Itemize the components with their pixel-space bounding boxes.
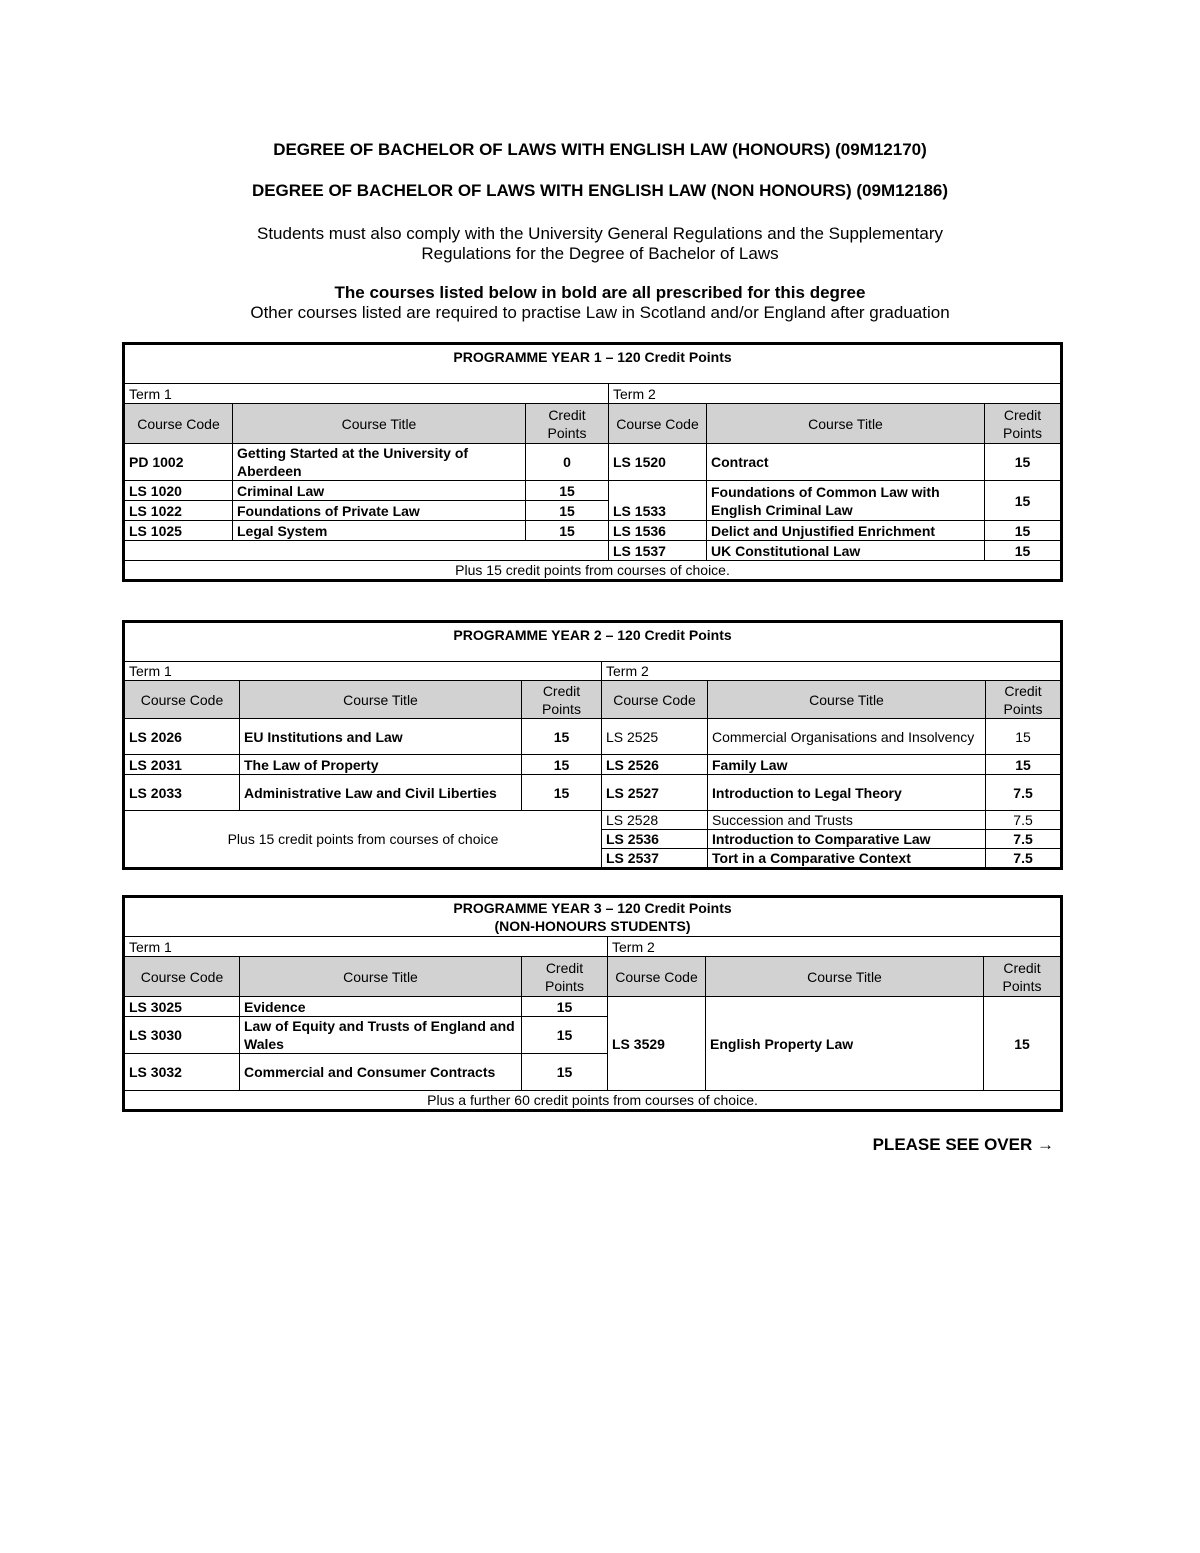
year-1-term-1-label: Term 1 — [124, 384, 609, 404]
course-title: EU Institutions and Law — [240, 719, 522, 755]
column-header-course-title: Course Title — [707, 404, 985, 444]
degree-title-honours: DEGREE OF BACHELOR OF LAWS WITH ENGLISH LAW (HONOURS) (09M12170) — [273, 140, 927, 159]
course-code: LS 2536 — [602, 830, 708, 849]
course-title: Contract — [707, 444, 985, 481]
course-code: LS 1520 — [609, 444, 707, 481]
credit-points: 15 — [985, 521, 1062, 541]
course-title: Introduction to Legal Theory — [708, 775, 986, 811]
table-row — [124, 811, 1062, 830]
course-title: The Law of Property — [240, 755, 522, 775]
credit-points: 7.5 — [986, 849, 1062, 869]
programme-year-1-table — [122, 342, 1063, 582]
year-3-footer-note: Plus a further 60 credit points from courses of choice. — [124, 1091, 1062, 1111]
table-row — [124, 997, 1062, 1017]
credit-points: 15 — [986, 719, 1062, 755]
degree-title-non-honours: DEGREE OF BACHELOR OF LAWS WITH ENGLISH LAW (NON HONOURS) (09M12186) — [251, 181, 949, 200]
other-courses-note: Other courses listed are required to practise Law in Scotland and/or England after graduation — [250, 303, 950, 322]
column-header-course-code: Course Code — [124, 404, 233, 444]
year-2-term-1-label: Term 1 — [124, 662, 602, 681]
credit-points: 15 — [522, 719, 602, 755]
empty-cell — [124, 541, 609, 561]
course-title: Legal System — [233, 521, 526, 541]
course-code: LS 2527 — [602, 775, 708, 811]
column-header-course-code: Course Code — [602, 681, 708, 719]
course-title: Delict and Unjustified Enrichment — [707, 521, 985, 541]
course-title: Evidence — [240, 997, 522, 1017]
programme-year-2-table — [122, 620, 1063, 870]
course-code: LS 1537 — [609, 541, 707, 561]
prescribed-note: The courses listed below in bold are all prescribed for this degree — [334, 283, 866, 302]
course-code: LS 3030 — [124, 1017, 240, 1054]
credit-points: 15 — [526, 501, 609, 521]
credit-points: 15 — [522, 775, 602, 811]
course-title: English Property Law — [706, 997, 984, 1091]
course-title: UK Constitutional Law — [707, 541, 985, 561]
column-header-credit-points: Credit Points — [984, 957, 1062, 997]
column-header-course-code: Course Code — [609, 404, 707, 444]
course-title: Introduction to Comparative Law — [708, 830, 986, 849]
see-over-label: PLEASE SEE OVER — [872, 1135, 1033, 1154]
course-title: Foundations of Private Law — [233, 501, 526, 521]
credit-points: 7.5 — [986, 811, 1062, 830]
course-code: LS 1020 — [124, 481, 233, 501]
year-1-footer-note: Plus 15 credit points from courses of choice. — [124, 561, 1062, 581]
credit-points: 7.5 — [986, 830, 1062, 849]
right-arrow-icon: → — [1037, 1135, 1054, 1154]
column-header-credit-points: Credit Points — [522, 957, 608, 997]
course-code: LS 1536 — [609, 521, 707, 541]
credit-points: 15 — [522, 1054, 608, 1091]
year-3-title-cell — [124, 897, 1062, 937]
credit-points: 15 — [985, 481, 1062, 521]
table-row — [124, 755, 1062, 775]
column-header-course-code: Course Code — [124, 957, 240, 997]
year-2-term-2-label: Term 2 — [602, 662, 1062, 681]
course-code: LS 1533 — [609, 481, 707, 521]
table-row — [124, 481, 1062, 501]
regulations-line-2: Regulations for the Degree of Bachelor of Laws — [421, 244, 779, 263]
course-title: Getting Started at the University of Aberdeen — [233, 444, 526, 481]
course-code: LS 2526 — [602, 755, 708, 775]
column-header-credit-points: Credit Points — [522, 681, 602, 719]
course-code: LS 2026 — [124, 719, 240, 755]
course-code: LS 3025 — [124, 997, 240, 1017]
course-title: Commercial and Consumer Contracts — [240, 1054, 522, 1091]
course-code: LS 2033 — [124, 775, 240, 811]
table-row — [124, 444, 1062, 481]
year-2-title: PROGRAMME YEAR 2 – 120 Credit Points — [124, 622, 1062, 662]
credit-points: 15 — [522, 1017, 608, 1054]
year-3-term-1-label: Term 1 — [124, 937, 608, 957]
credit-points: 15 — [526, 521, 609, 541]
credit-points: 15 — [526, 481, 609, 501]
credit-points: 7.5 — [986, 775, 1062, 811]
table-row — [124, 541, 1062, 561]
course-code: LS 2528 — [602, 811, 708, 830]
course-code: LS 1025 — [124, 521, 233, 541]
table-row — [124, 775, 1062, 811]
course-title: Commercial Organisations and Insolvency — [708, 719, 986, 755]
column-header-course-title: Course Title — [233, 404, 526, 444]
course-code: LS 2525 — [602, 719, 708, 755]
year-3-subtitle: (NON-HONOURS STUDENTS) — [494, 918, 691, 934]
column-header-course-title: Course Title — [240, 957, 522, 997]
course-code: LS 3529 — [608, 997, 706, 1091]
course-title: Foundations of Common Law with English Criminal Law — [707, 481, 985, 521]
column-header-course-code: Course Code — [608, 957, 706, 997]
column-header-course-code: Course Code — [124, 681, 240, 719]
column-header-course-title: Course Title — [708, 681, 986, 719]
credit-points: 0 — [526, 444, 609, 481]
table-row — [124, 521, 1062, 541]
credit-points: 15 — [522, 997, 608, 1017]
column-header-course-title: Course Title — [240, 681, 522, 719]
credit-points: 15 — [986, 755, 1062, 775]
year-2-term-1-note: Plus 15 credit points from courses of choice — [124, 811, 602, 869]
please-see-over — [873, 1135, 1054, 1155]
regulations-note — [0, 224, 1200, 264]
year-1-term-2-label: Term 2 — [609, 384, 1062, 404]
column-header-credit-points: Credit Points — [526, 404, 609, 444]
table-row — [124, 719, 1062, 755]
regulations-line-1: Students must also comply with the University General Regulations and the Supplementary — [256, 224, 944, 243]
course-title: Family Law — [708, 755, 986, 775]
course-title: Criminal Law — [233, 481, 526, 501]
column-header-course-title: Course Title — [706, 957, 984, 997]
column-header-credit-points: Credit Points — [986, 681, 1062, 719]
course-code: LS 1022 — [124, 501, 233, 521]
year-3-title: PROGRAMME YEAR 3 – 120 Credit Points — [453, 900, 732, 916]
credit-points: 15 — [984, 997, 1062, 1091]
course-code: LS 3032 — [124, 1054, 240, 1091]
column-header-credit-points: Credit Points — [985, 404, 1062, 444]
programme-year-3-table — [122, 895, 1063, 1112]
course-title: Succession and Trusts — [708, 811, 986, 830]
course-title: Law of Equity and Trusts of England and Wales — [240, 1017, 522, 1054]
course-notes — [0, 283, 1200, 323]
course-code: PD 1002 — [124, 444, 233, 481]
course-title: Administrative Law and Civil Liberties — [240, 775, 522, 811]
course-code: LS 2537 — [602, 849, 708, 869]
credit-points: 15 — [985, 444, 1062, 481]
credit-points: 15 — [522, 755, 602, 775]
year-3-term-2-label: Term 2 — [608, 937, 1062, 957]
course-code: LS 2031 — [124, 755, 240, 775]
year-1-title: PROGRAMME YEAR 1 – 120 Credit Points — [124, 344, 1062, 384]
credit-points: 15 — [985, 541, 1062, 561]
course-title: Tort in a Comparative Context — [708, 849, 986, 869]
